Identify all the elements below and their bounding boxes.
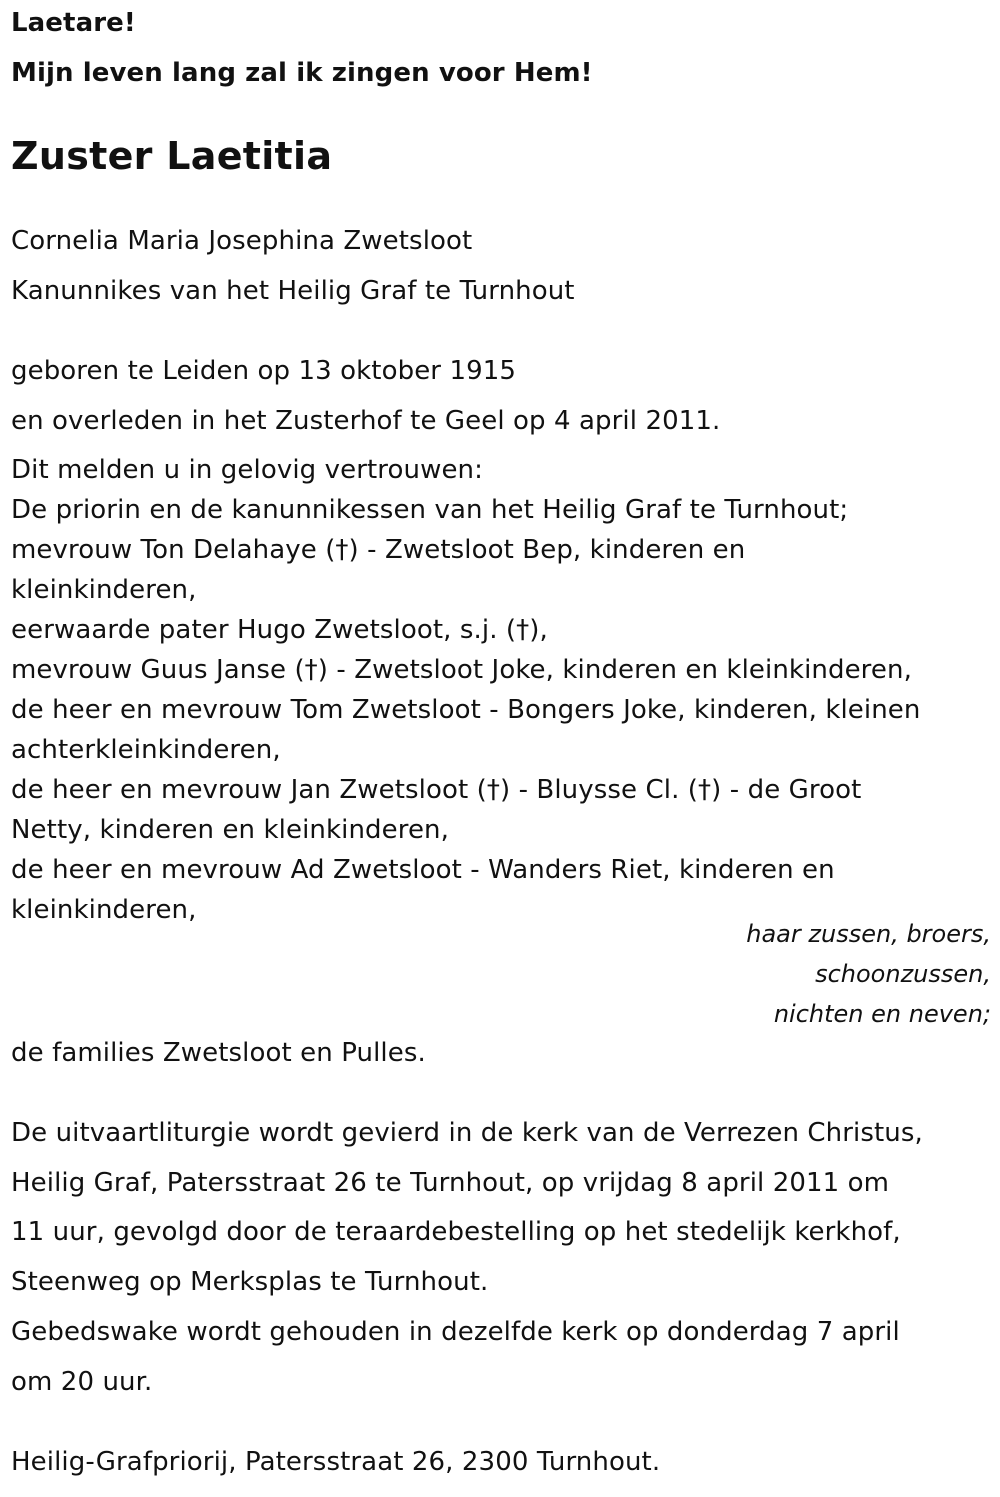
vigil-line: om 20 uur. xyxy=(11,1367,153,1397)
families-line: de families Zwetsloot en Pulles. xyxy=(11,1038,426,1068)
announcer-line: De priorin en de kanunnikessen van het Heilig Graf te Turnhout; xyxy=(11,495,849,525)
full-name: Cornelia Maria Josephina Zwetsloot xyxy=(11,226,473,256)
vigil-line: Gebedswake wordt gehouden in dezelfde kerk op donderdag 7 april xyxy=(11,1317,900,1347)
birth-line: geboren te Leiden op 13 oktober 1915 xyxy=(11,356,517,386)
announcer-line: kleinkinderen, xyxy=(11,575,197,605)
relation-line: schoonzussen, xyxy=(815,960,991,988)
motto-line-1: Laetare! xyxy=(11,8,136,38)
address-line: Heilig-Grafpriorij, Patersstraat 26, 2300 Turnhout. xyxy=(11,1447,661,1477)
announcer-line: de heer en mevrouw Jan Zwetsloot (†) - Bluysse Cl. (†) - de Groot xyxy=(11,775,862,805)
relation-line: haar zussen, broers, xyxy=(746,920,991,948)
religious-order: Kanunnikes van het Heilig Graf te Turnhout xyxy=(11,276,575,306)
funeral-line: Heilig Graf, Patersstraat 26 te Turnhout, op vrijdag 8 april 2011 om xyxy=(11,1168,890,1198)
death-line: en overleden in het Zusterhof te Geel op 4 april 2011. xyxy=(11,406,721,436)
announcer-line: de heer en mevrouw Ad Zwetsloot - Wanders Riet, kinderen en xyxy=(11,855,835,885)
announcer-line: achterkleinkinderen, xyxy=(11,735,281,765)
funeral-line: De uitvaartliturgie wordt gevierd in de kerk van de Verrezen Christus, xyxy=(11,1118,923,1148)
relation-line: nichten en neven; xyxy=(773,1000,991,1028)
announcer-line: kleinkinderen, xyxy=(11,895,197,925)
announcer-line: eerwaarde pater Hugo Zwetsloot, s.j. (†), xyxy=(11,615,548,645)
announcers-intro: Dit melden u in gelovig vertrouwen: xyxy=(11,455,483,485)
announcer-line: mevrouw Ton Delahaye (†) - Zwetsloot Bep, kinderen en xyxy=(11,535,746,565)
announcer-line: de heer en mevrouw Tom Zwetsloot - Bongers Joke, kinderen, kleinen xyxy=(11,695,921,725)
funeral-line: Steenweg op Merksplas te Turnhout. xyxy=(11,1267,489,1297)
page-title: Zuster Laetitia xyxy=(11,134,333,178)
announcer-line: Netty, kinderen en kleinkinderen, xyxy=(11,815,449,845)
motto-line-2: Mijn leven lang zal ik zingen voor Hem! xyxy=(11,58,593,88)
funeral-line: 11 uur, gevolgd door de teraardebestelling op het stedelijk kerkhof, xyxy=(11,1217,901,1247)
announcer-line: mevrouw Guus Janse (†) - Zwetsloot Joke, kinderen en kleinkinderen, xyxy=(11,655,912,685)
